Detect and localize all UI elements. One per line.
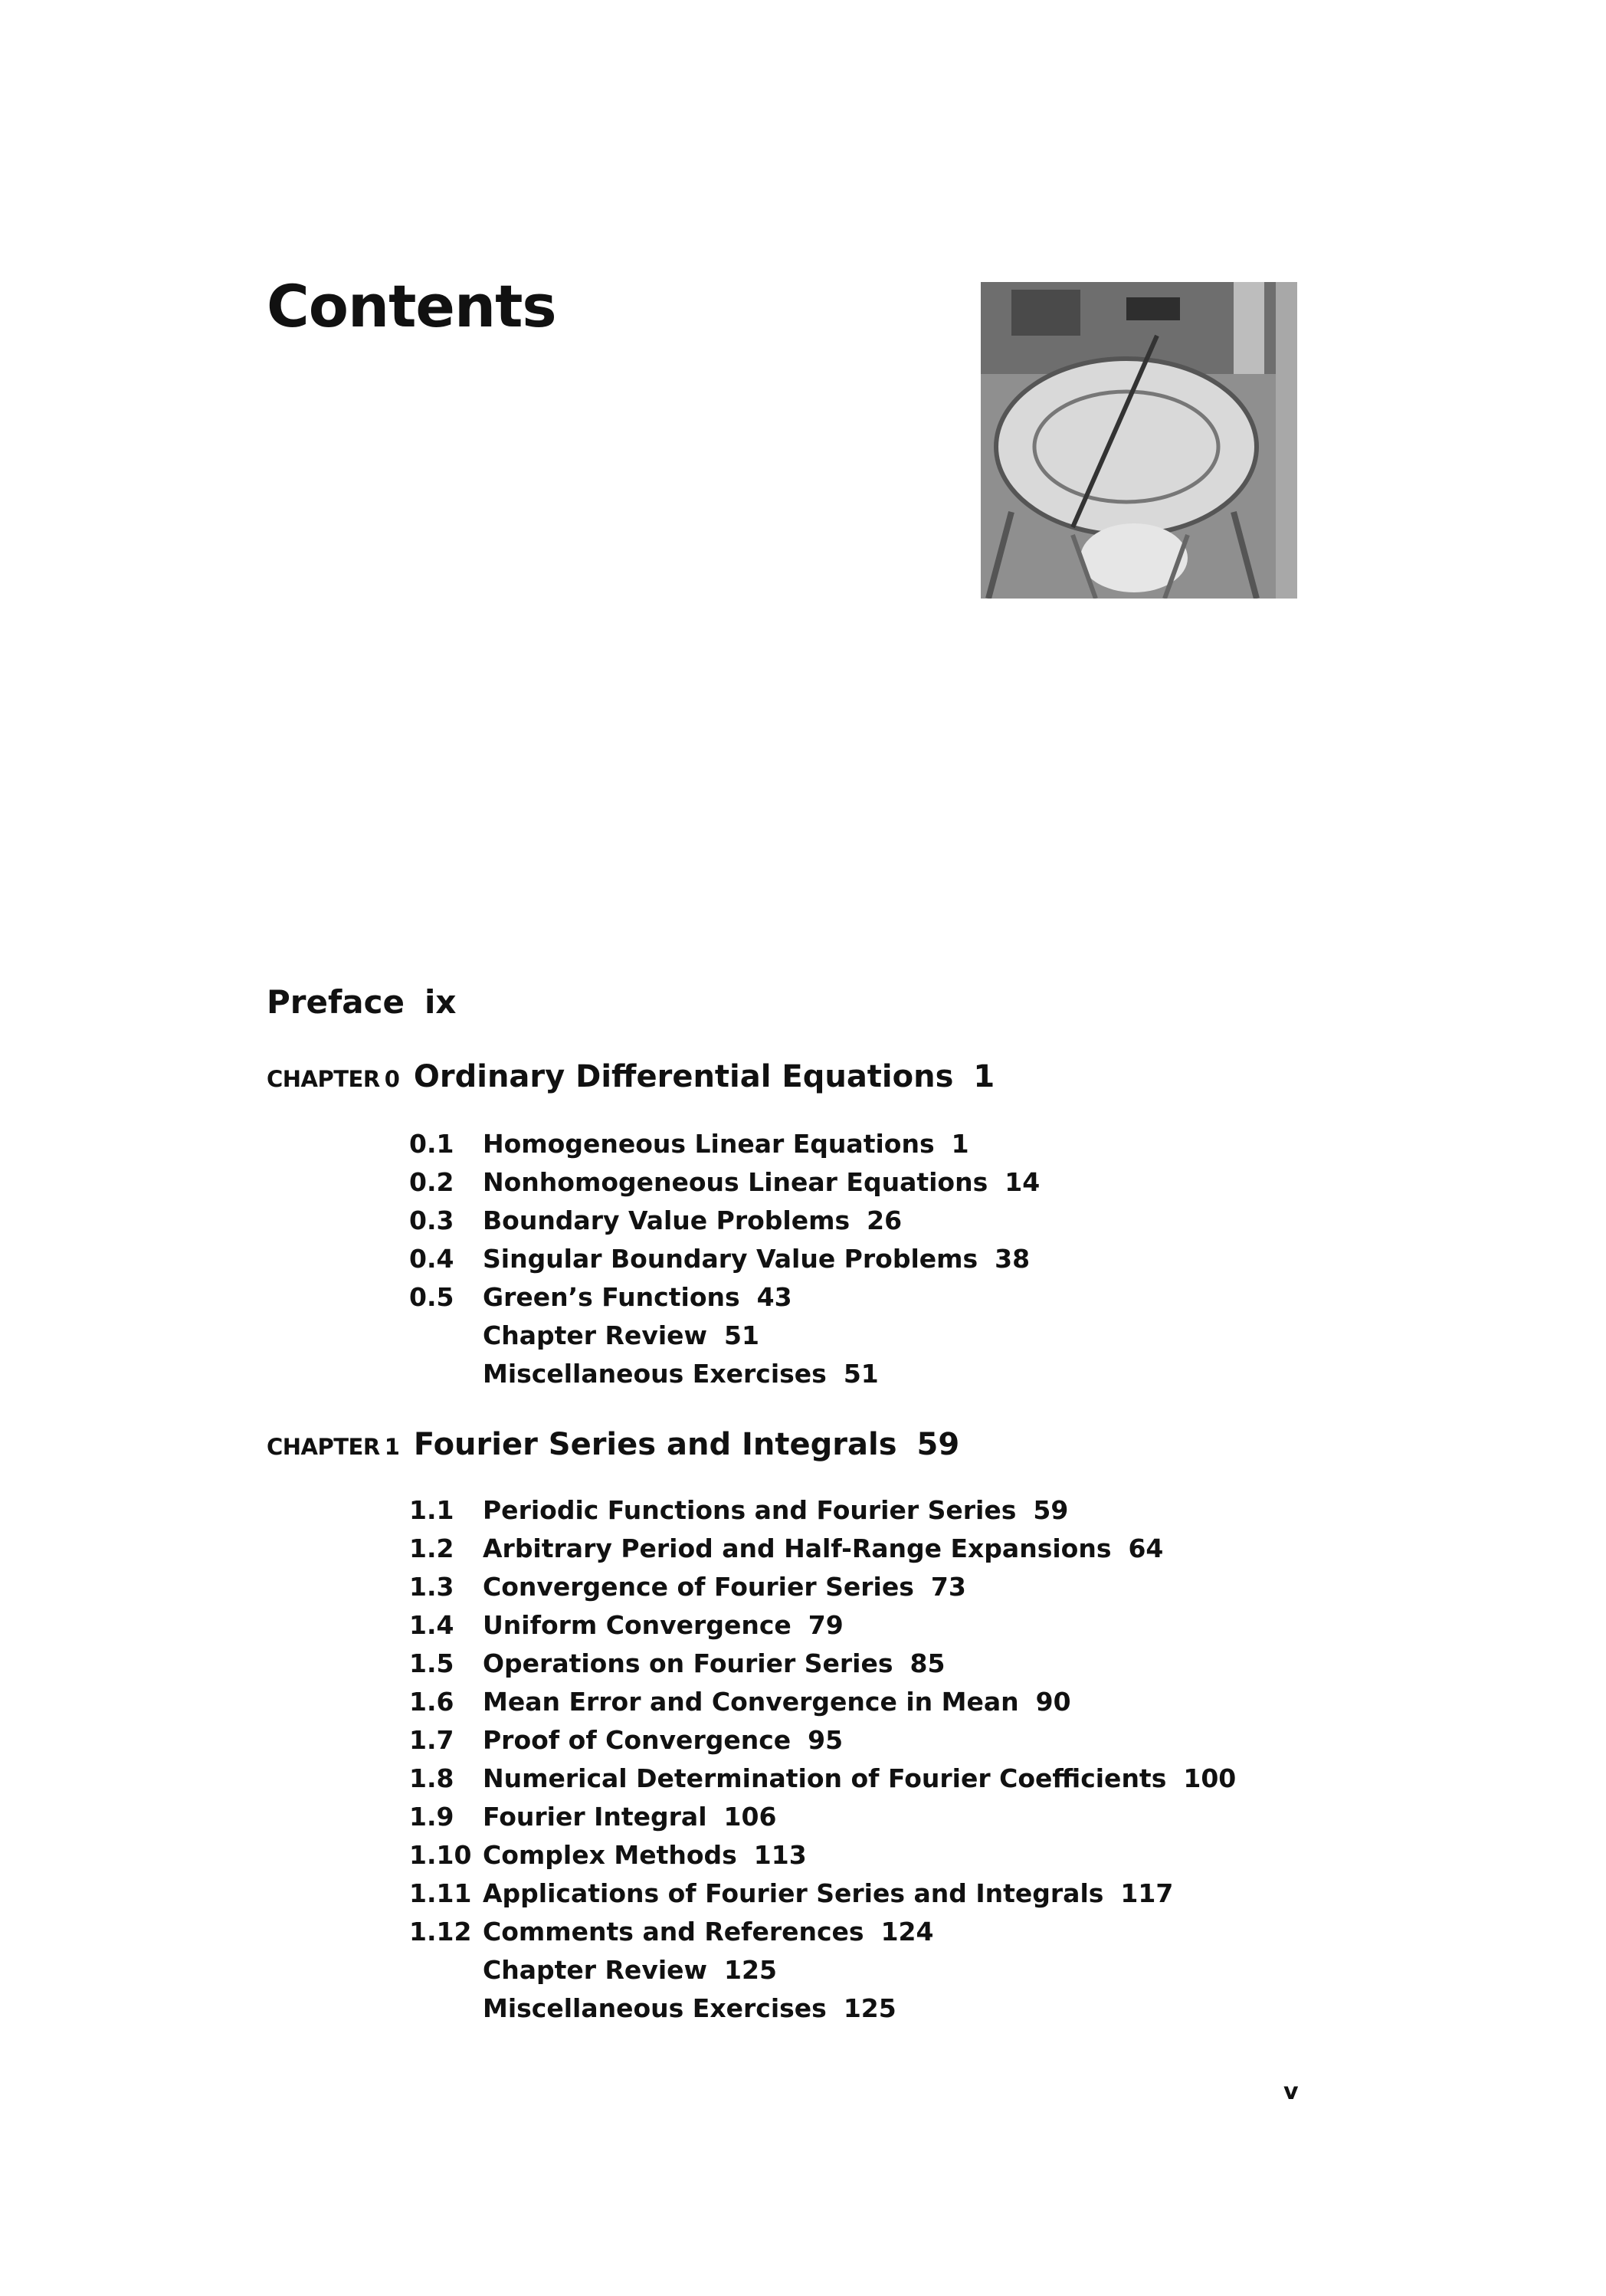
toc-entry — [409, 1645, 1236, 1683]
section-page: 64 — [1128, 1533, 1164, 1563]
toc-entry — [409, 1163, 1040, 1202]
section-page: 14 — [1005, 1167, 1041, 1197]
section-title: Singular Boundary Value Problems — [483, 1244, 978, 1274]
section-title: Complex Methods — [483, 1840, 737, 1870]
section-title: Homogeneous Linear Equations — [483, 1129, 935, 1159]
section-page: 79 — [808, 1610, 844, 1640]
section-title: Mean Error and Convergence in Mean — [483, 1687, 1019, 1717]
toc-entry — [409, 1606, 1236, 1645]
section-number: 1.2 — [409, 1533, 454, 1563]
section-page: 43 — [756, 1282, 792, 1312]
section-title: Numerical Determination of Fourier Coefficients — [483, 1763, 1167, 1793]
section-page: 95 — [808, 1725, 844, 1755]
section-number: 1.11 — [409, 1878, 472, 1908]
section-number: 1.10 — [409, 1840, 472, 1870]
chapter-1-entries — [409, 1491, 1236, 2028]
section-page: 125 — [724, 1955, 777, 1985]
section-page: 124 — [880, 1917, 934, 1947]
toc-entry — [409, 1202, 1040, 1240]
preface-label: Preface — [267, 983, 405, 1021]
chapter-label: CHAPTER — [267, 1434, 380, 1460]
toc-entry — [409, 1125, 1040, 1163]
section-number: 1.7 — [409, 1725, 454, 1755]
section-page: 90 — [1035, 1687, 1071, 1717]
toc-entry — [409, 1240, 1040, 1278]
toc-entry — [409, 1491, 1236, 1530]
section-number: 0.2 — [409, 1167, 454, 1197]
section-page: 117 — [1120, 1878, 1174, 1908]
toc-entry — [409, 1683, 1236, 1721]
section-number: 1.8 — [409, 1763, 454, 1793]
section-number: 0.1 — [409, 1129, 454, 1159]
drum-photo — [981, 282, 1297, 599]
page-number: v — [1283, 2078, 1299, 2105]
preface-entry — [267, 983, 456, 1021]
toc-entry — [409, 1278, 1040, 1317]
section-title: Fourier Integral — [483, 1802, 707, 1832]
chapter-number: 1 — [384, 1434, 400, 1460]
section-title: Periodic Functions and Fourier Series — [483, 1495, 1017, 1525]
toc-entry — [409, 1568, 1236, 1606]
section-number: 1.12 — [409, 1917, 472, 1947]
section-title: Uniform Convergence — [483, 1610, 792, 1640]
section-page: 125 — [843, 1993, 896, 2023]
section-page: 51 — [724, 1320, 759, 1350]
section-page: 1 — [951, 1129, 969, 1159]
toc-entry — [409, 1798, 1236, 1836]
section-number: 0.4 — [409, 1244, 454, 1274]
section-number: 1.9 — [409, 1802, 454, 1832]
section-number: 1.1 — [409, 1495, 454, 1525]
page-title: Contents — [267, 272, 556, 340]
toc-entry — [409, 1721, 1236, 1760]
section-page: 38 — [995, 1244, 1031, 1274]
section-number: 1.4 — [409, 1610, 454, 1640]
chapter-title: Fourier Series and Integrals — [413, 1427, 897, 1462]
toc-entry — [409, 1355, 1040, 1393]
section-title: Chapter Review — [483, 1955, 708, 1985]
toc-entry — [409, 1875, 1236, 1913]
chapter-page: 59 — [916, 1427, 960, 1462]
section-page: 113 — [753, 1840, 807, 1870]
chapter-title: Ordinary Differential Equations — [413, 1059, 954, 1094]
section-title: Miscellaneous Exercises — [483, 1993, 827, 2023]
section-page: 85 — [910, 1648, 946, 1678]
section-page: 73 — [930, 1572, 966, 1602]
section-number: 0.3 — [409, 1205, 454, 1235]
toc-entry — [409, 1317, 1040, 1355]
section-title: Convergence of Fourier Series — [483, 1572, 914, 1602]
chapter-label: CHAPTER — [267, 1066, 380, 1092]
section-page: 106 — [723, 1802, 777, 1832]
section-number: 1.6 — [409, 1687, 454, 1717]
toc-entry — [409, 1530, 1236, 1568]
toc-entry — [409, 1951, 1236, 1989]
chapter-number: 0 — [384, 1066, 400, 1092]
toc-entry — [409, 1913, 1236, 1951]
section-title: Chapter Review — [483, 1320, 708, 1350]
chapter-page: 1 — [973, 1059, 995, 1094]
chapter-heading — [267, 1059, 995, 1094]
chapter-heading — [267, 1427, 959, 1462]
section-number: 0.5 — [409, 1282, 454, 1312]
section-title: Proof of Convergence — [483, 1725, 792, 1755]
section-page: 100 — [1183, 1763, 1237, 1793]
section-title: Arbitrary Period and Half-Range Expansions — [483, 1533, 1112, 1563]
section-title: Applications of Fourier Series and Integrals — [483, 1878, 1104, 1908]
section-title: Green’s Functions — [483, 1282, 740, 1312]
section-title: Miscellaneous Exercises — [483, 1359, 827, 1389]
section-number: 1.5 — [409, 1648, 454, 1678]
chapter-0-entries — [409, 1125, 1040, 1393]
section-title: Nonhomogeneous Linear Equations — [483, 1167, 988, 1197]
toc-entry — [409, 1836, 1236, 1875]
toc-entry — [409, 1989, 1236, 2028]
section-page: 26 — [867, 1205, 903, 1235]
section-page: 59 — [1033, 1495, 1069, 1525]
section-title: Boundary Value Problems — [483, 1205, 851, 1235]
preface-page: ix — [424, 983, 457, 1021]
section-title: Operations on Fourier Series — [483, 1648, 893, 1678]
section-number: 1.3 — [409, 1572, 454, 1602]
toc-entry — [409, 1760, 1236, 1798]
section-page: 51 — [843, 1359, 879, 1389]
section-title: Comments and References — [483, 1917, 864, 1947]
